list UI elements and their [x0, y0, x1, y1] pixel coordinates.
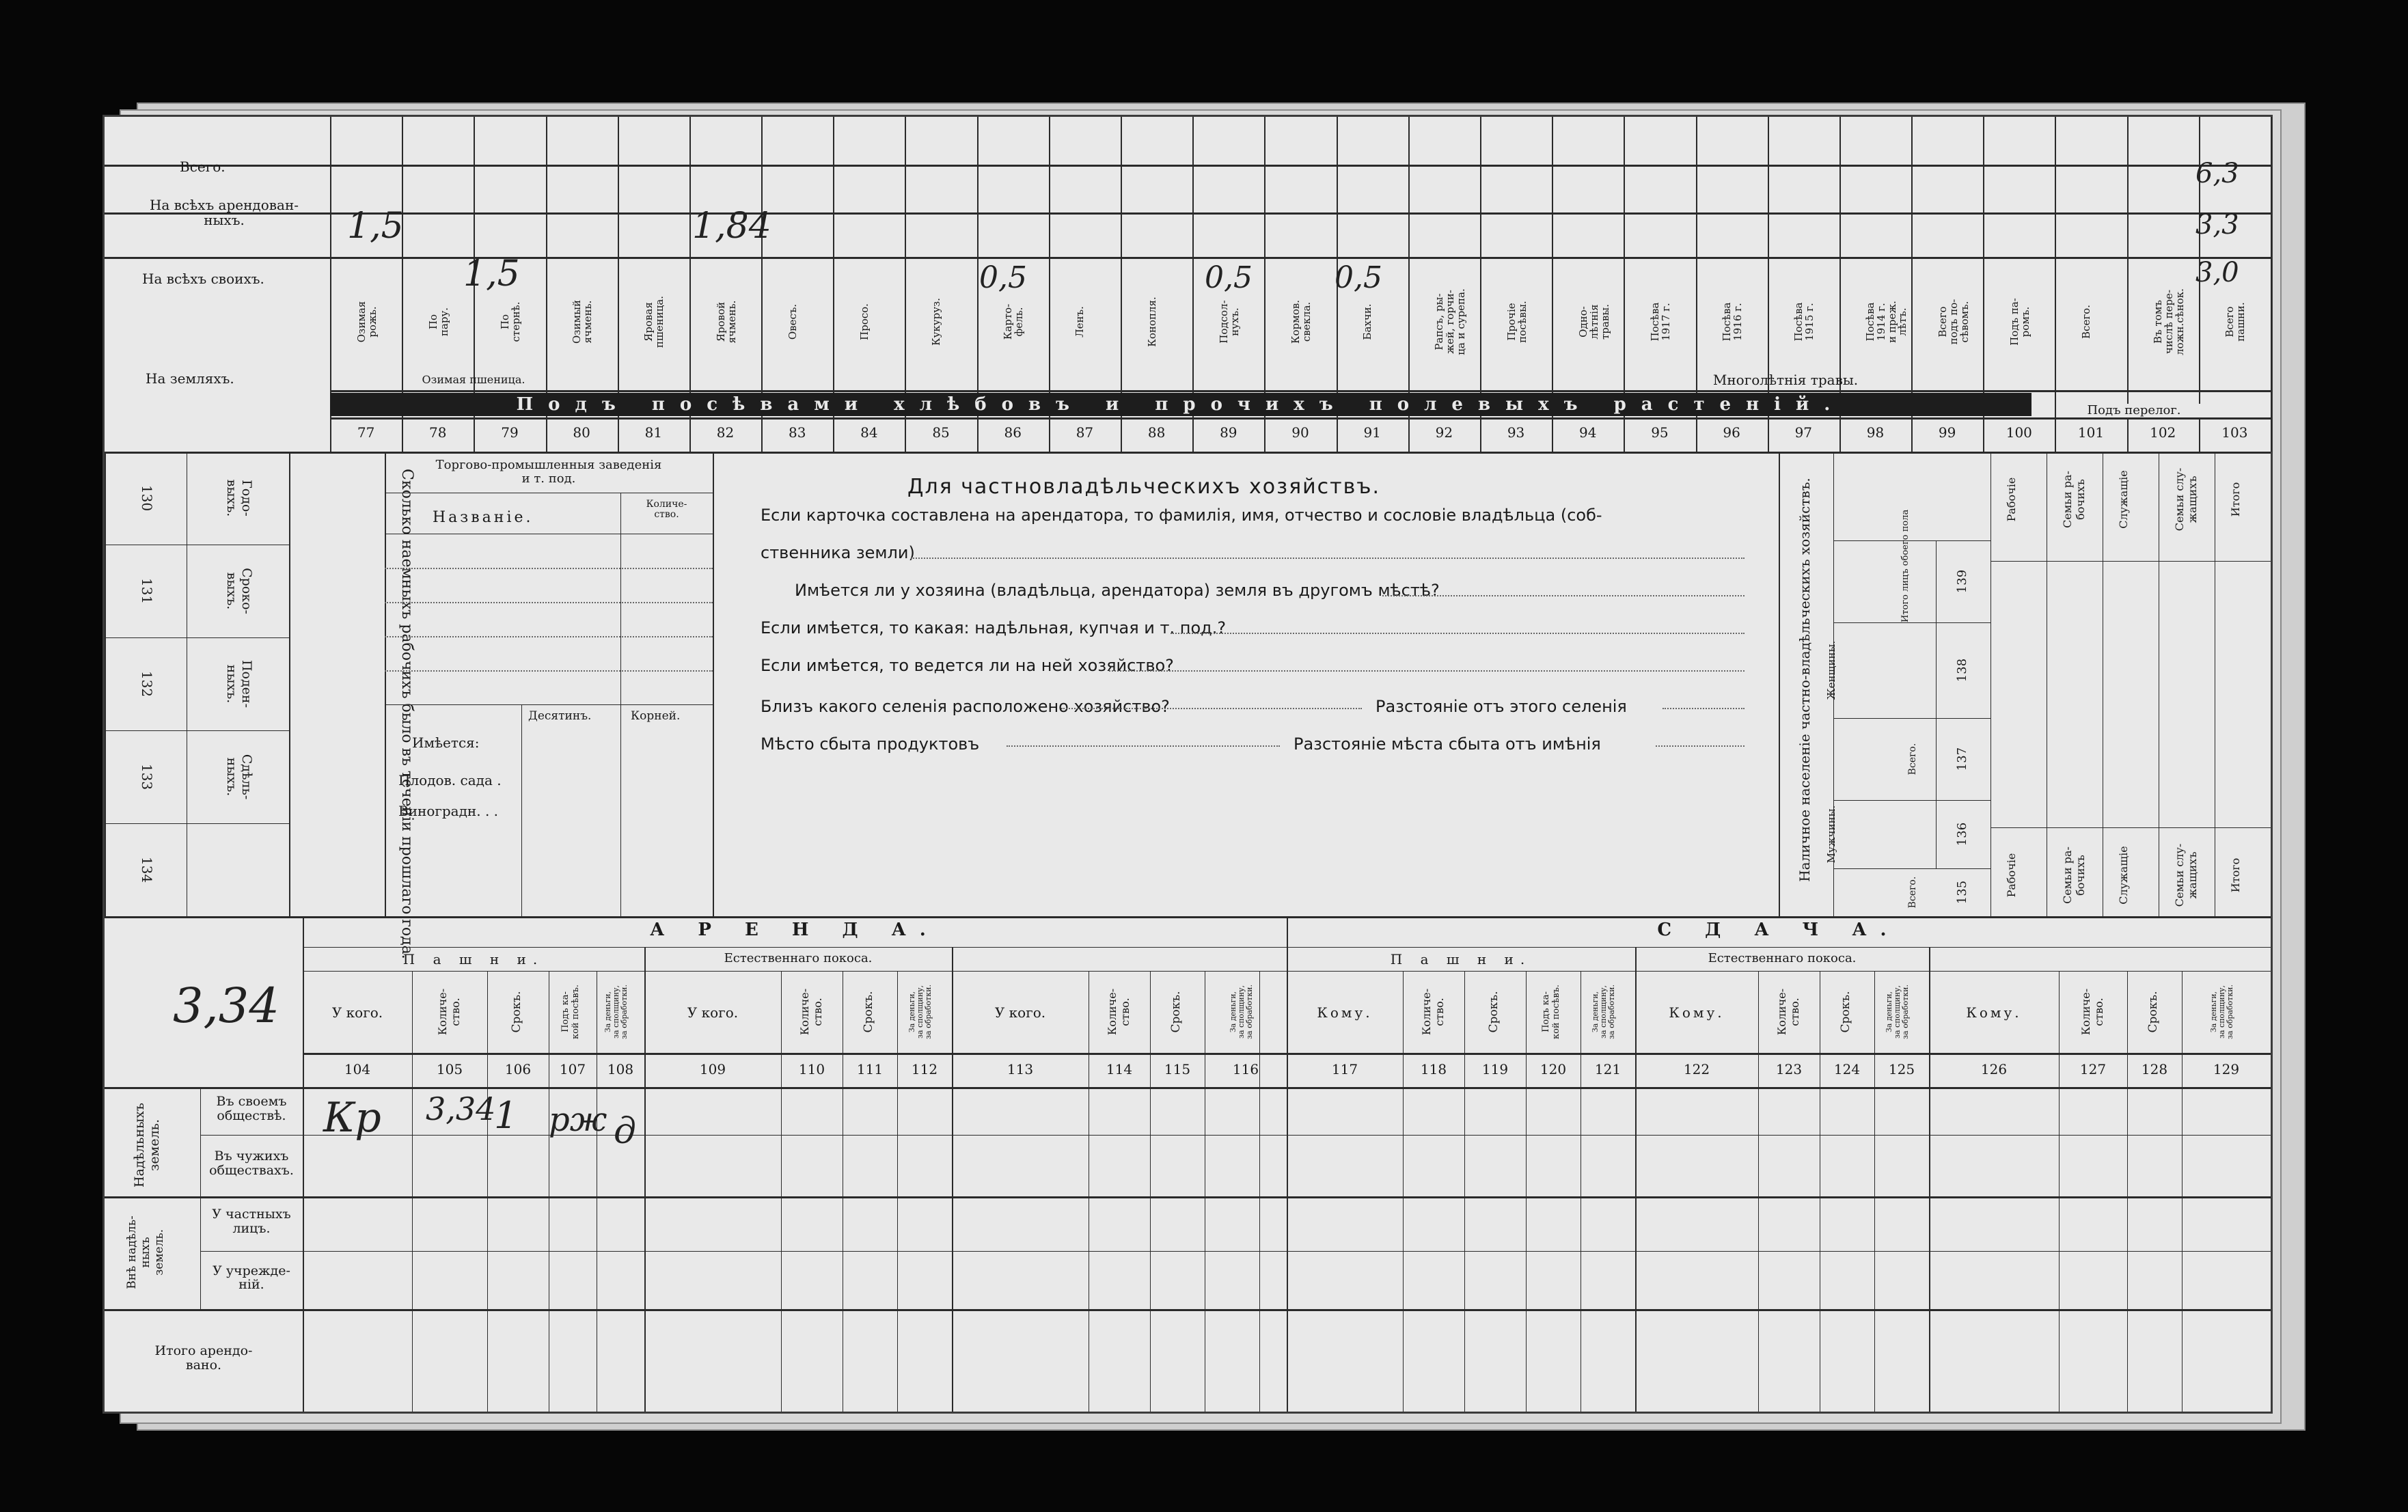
arenda-col-za: За деньги, за сполщину, за обработки.	[1229, 985, 1255, 1039]
arenda-col-number: 119	[1481, 1061, 1509, 1077]
crop-col-number: 103	[2221, 424, 2248, 441]
hw-srok: 1	[494, 1094, 518, 1137]
rule	[1287, 916, 1288, 1412]
crop-header-label: Посѣва 1914 г. и преж. лѣтъ.	[1864, 301, 1909, 343]
rule	[2055, 117, 2056, 452]
crop-col-number: 80	[573, 424, 590, 441]
rule	[412, 971, 413, 1412]
arenda-col-number: 128	[2141, 1061, 2168, 1077]
arenda-col-number: 120	[1540, 1061, 1567, 1077]
rule	[105, 452, 2271, 454]
pop-col-label: Семьи ра- бочихъ	[2061, 847, 2087, 904]
arenda-col-u-kogo: У кого.	[331, 1004, 383, 1021]
crop-col-number: 98	[1866, 424, 1885, 441]
rule	[713, 452, 714, 916]
private-line: Если карточка составлена на арендатора, то фамилiя, имя, отчество и сословiе владѣльца (соб-	[761, 506, 1602, 525]
crop-col-number: 102	[2150, 424, 2176, 441]
arenda-col-number: 117	[1331, 1061, 1358, 1077]
rule	[330, 390, 2271, 392]
crop-header-label: Прочiе посѣвы.	[1505, 301, 1529, 343]
arenda-row-label: Въ чужихъ обществахъ.	[209, 1149, 294, 1178]
arenda-col-srok: Срокъ.	[510, 991, 523, 1033]
crop-header-label: Просо.	[858, 303, 871, 340]
crop-col-number: 88	[1147, 424, 1166, 441]
crop-header-label: Кукуруз.	[930, 298, 943, 346]
arenda-col-number: 104	[344, 1061, 371, 1077]
private-line: Близъ какого селенiя расположено хозяйство?	[761, 697, 1170, 716]
hw-pod: рж	[549, 1101, 607, 1139]
pop-col-label: Итого	[2229, 482, 2242, 517]
hw-r2-86: 0,5	[979, 260, 1027, 295]
crop-header-label: Овесъ.	[786, 303, 799, 340]
trade-title: Торгово-промышленныя заведенiя и т. под.	[435, 458, 662, 486]
rule	[2182, 971, 2183, 1412]
worker-row-label: Сдѣль- ныхъ.	[224, 754, 254, 800]
rule	[303, 1053, 2271, 1055]
crop-col-number: 99	[1938, 424, 1956, 441]
arenda-col-srok: Срокъ.	[862, 991, 875, 1033]
population-label: Наличное населенiе частно-владѣльческихъ хозяйствъ.	[1796, 478, 1813, 882]
rule	[1990, 827, 2271, 828]
hw-r0-103: 6,3	[2195, 158, 2239, 189]
worker-row-num: 130	[139, 484, 155, 512]
arenda-col-komu: Кому.	[1669, 1004, 1725, 1021]
hw-za: д	[614, 1111, 636, 1152]
arenda-col-number: 122	[1683, 1061, 1710, 1077]
arenda-col-number: 110	[798, 1061, 825, 1077]
arenda-row-label: У частныхъ лицъ.	[212, 1207, 291, 1236]
rule	[385, 670, 713, 672]
crop-header-label: Въ томъ числѣ пере- ложн.сѣнок.	[2152, 288, 2186, 355]
arenda-col-srok: Срокъ.	[2146, 991, 2160, 1033]
rule	[487, 971, 488, 1412]
worker-row-label: Поден- ныхъ.	[224, 659, 254, 709]
arenda-col-kol: Количе- ство.	[1106, 988, 1132, 1036]
dotted-line	[911, 558, 1745, 559]
arenda-col-za: За деньги, за сполщину, за обработки.	[603, 985, 629, 1039]
arenda-col-komu: Кому.	[1966, 1004, 2022, 1021]
trade-desyatin: Десятинъ.	[528, 709, 592, 723]
rule	[620, 704, 621, 916]
arenda-col-srok: Срокъ.	[1839, 991, 1852, 1033]
arenda-col-number: 125	[1888, 1061, 1915, 1077]
crops-band: Подъ посѣвами хлѣбовъ и прочихъ полевыхъ растенiй.	[330, 393, 2031, 416]
arenda-col-number: 121	[1594, 1061, 1622, 1077]
row-label-vsego: Всего.	[180, 159, 225, 175]
private-line: Разстоянiе мѣста сбыта отъ имѣнiя	[1294, 734, 1601, 754]
hw-r2-89: 0,5	[1205, 260, 1253, 295]
arenda-col-kol: Количе- ство.	[1775, 988, 1801, 1036]
pop-col-label: Семьи слу- жащихъ	[2173, 843, 2199, 907]
private-line: Мѣсто сбыта продуктовъ	[761, 734, 980, 754]
sdacha-pokosa: Естественнаго покоса.	[1708, 951, 1857, 965]
rule	[385, 568, 713, 569]
crop-header-label: Конопля.	[1145, 297, 1158, 347]
rule	[385, 452, 386, 916]
rule	[1833, 800, 1990, 801]
crop-header-label: Всего пашни.	[2224, 302, 2247, 342]
hw-r1-103: 3,3	[2195, 209, 2239, 240]
pop-col-label: Рабочiе	[2005, 853, 2018, 898]
crop-col-number: 93	[1507, 424, 1525, 441]
worker-row-num: 131	[139, 577, 155, 605]
arenda-col-number: 116	[1232, 1061, 1259, 1077]
crop-col-number: 100	[2006, 424, 2032, 441]
rule	[105, 916, 2271, 918]
rule	[105, 823, 289, 824]
crop-col-number: 89	[1220, 424, 1237, 441]
crop-col-number: 90	[1291, 424, 1309, 441]
pop-cell-label: Всего.	[1907, 743, 1918, 775]
rule	[289, 452, 290, 916]
arenda-col-kol: Количе- ство.	[436, 988, 462, 1036]
rule	[385, 636, 713, 637]
rule	[2127, 117, 2129, 452]
arenda-col-number: 126	[1980, 1061, 2008, 1077]
trade-sad: Плодов. сада .	[398, 772, 502, 788]
dotted-line	[1656, 745, 1745, 747]
crop-col-number: 87	[1076, 424, 1094, 441]
mnogoletnie-label: Многолѣтнiя травы.	[1712, 372, 1859, 388]
arenda-col-pod: Подъ ка- кой посѣвъ.	[1541, 984, 1561, 1040]
rule	[781, 971, 782, 1412]
arenda-col-srok: Срокъ.	[1487, 991, 1501, 1033]
arenda-col-za: За деньги, за сполщину, за обработки.	[907, 985, 933, 1039]
arenda-col-kol: Количе- ство.	[1420, 988, 1446, 1036]
worker-row-num: 134	[139, 856, 155, 883]
hw-r1-77: 1,5	[347, 206, 404, 247]
crop-col-number: 84	[860, 424, 878, 441]
rule	[2059, 971, 2060, 1412]
rule	[1990, 452, 1991, 916]
pop-row-num: 136	[1955, 822, 1969, 847]
crop-col-number: 83	[788, 424, 806, 441]
dotted-line	[1171, 633, 1745, 634]
rule	[1874, 971, 1875, 1412]
crop-col-number: 82	[716, 424, 735, 441]
rule	[1758, 971, 1759, 1412]
crop-header-label: Посѣва 1917 г.	[1648, 302, 1672, 342]
rule	[1936, 540, 1937, 868]
arenda-col-srok: Срокъ.	[1169, 991, 1183, 1033]
arenda-row-label: Итого арендо- вано.	[154, 1343, 253, 1373]
crop-header-label: Подъ па- ромъ.	[2008, 298, 2031, 346]
crop-col-number: 97	[1794, 424, 1813, 441]
worker-row-label: Сроко- выхъ.	[224, 568, 254, 614]
arenda-pokosa: Естественнаго покоса.	[724, 951, 873, 965]
private-line: ственника земли)	[761, 543, 915, 562]
arenda-col-number: 114	[1106, 1061, 1133, 1077]
crop-header-label: Яровая пшеница.	[642, 295, 666, 348]
rule	[1833, 622, 1990, 623]
workers-label: Сколько наемныхъ рабочихъ было въ теченiи прошлаго года.	[398, 469, 415, 959]
rule	[105, 1309, 2271, 1311]
rule	[1833, 718, 1990, 719]
worker-row-label: Годо- выхъ.	[224, 479, 254, 517]
census-card	[102, 115, 2273, 1414]
crop-header-label: Всего.	[2080, 305, 2093, 339]
crop-header-label: Одно- лѣтнiя травы.	[1576, 304, 1611, 340]
hw-kol: 3,34	[426, 1090, 496, 1127]
crop-header-label: Подсол- нухъ.	[1217, 300, 1241, 344]
pop-cell-label: Итого лицъ обоего пола	[1900, 509, 1911, 622]
crop-header-label: По стернѣ.	[498, 301, 522, 342]
arenda-group-label: Надѣльныхъ земель.	[132, 1102, 162, 1188]
arenda-col-komu: Кому.	[1317, 1004, 1373, 1021]
crop-col-number: 77	[357, 424, 375, 441]
rule	[330, 417, 2271, 420]
rule	[1150, 971, 1151, 1412]
hw-arenda-total: 3,34	[173, 978, 279, 1034]
crop-col-number: 86	[1004, 424, 1022, 441]
arenda-col-number: 123	[1775, 1061, 1803, 1077]
pop-col-label: Служащiе	[2117, 470, 2130, 529]
arenda-col-number: 111	[856, 1061, 884, 1077]
crop-header-label: Бахчи.	[1361, 303, 1374, 340]
rule	[303, 947, 2271, 948]
row-label-arend: На всѣхъ арендован- ныхъ.	[149, 197, 299, 228]
dotted-line	[1382, 595, 1745, 596]
arenda-pashni: П а ш н и.	[402, 951, 545, 967]
arenda-row-label: Въ своемъ обществѣ.	[216, 1094, 287, 1123]
ozimaya-label: Озимая пшеница.	[422, 373, 525, 386]
trade-korney: Корней.	[631, 709, 681, 723]
dotted-line	[1061, 708, 1362, 709]
pop-row-num: 138	[1955, 658, 1969, 683]
rule	[385, 602, 713, 603]
pod-perelog-label: Подъ перелог.	[2066, 404, 2202, 417]
arenda-col-number: 129	[2213, 1061, 2240, 1077]
pop-col-label: Итого	[2229, 857, 2242, 893]
rule	[1403, 971, 1404, 1412]
rule	[303, 916, 304, 1412]
rule	[200, 1251, 2271, 1252]
arenda-col-number: 107	[559, 1061, 586, 1077]
arenda-col-kol: Количе- ство.	[2079, 988, 2105, 1036]
rule	[1779, 452, 1780, 916]
arenda-col-number: 108	[607, 1061, 634, 1077]
pop-cell-label: Женщины.	[1825, 640, 1837, 700]
rule	[105, 730, 289, 731]
arenda-col-number: 115	[1164, 1061, 1191, 1077]
arenda-col-za: За деньги, за сполщину, за обработки.	[1591, 985, 1617, 1039]
pop-col-label: Семьи слу- жащихъ	[2173, 467, 2199, 532]
arenda-col-za: За деньги, за сполщину, за обработки.	[2209, 985, 2235, 1039]
pop-cell-label: Всего.	[1907, 876, 1918, 909]
hw-r2-79: 1,5	[463, 253, 520, 294]
arenda-col-u-kogo: У кого.	[994, 1004, 1046, 1021]
rule	[2127, 971, 2128, 1412]
arenda-col-za: За деньги, за сполщину, за обработки.	[1885, 985, 1911, 1039]
rule	[105, 637, 289, 638]
rule	[1990, 561, 2271, 562]
rule	[2271, 117, 2272, 452]
crop-col-number: 94	[1579, 424, 1597, 441]
arenda-col-number: 127	[2079, 1061, 2107, 1077]
crop-header-label: Рапсъ, ры- жей, горчи- ца и сурепа.	[1433, 288, 1467, 355]
rule	[385, 704, 713, 705]
pop-col-label: Семьи ра- бочихъ	[2061, 471, 2087, 528]
crop-header-label: Яровой ячмень.	[714, 300, 738, 344]
arenda-col-number: 118	[1420, 1061, 1447, 1077]
worker-row-num: 132	[139, 670, 155, 698]
hw-u-kogo: Кр	[323, 1094, 381, 1142]
pop-col-label: Служащiе	[2117, 846, 2130, 905]
arenda-row-label: У учрежде- нiй.	[213, 1263, 290, 1293]
pop-row-num: 137	[1955, 747, 1969, 771]
arenda-col-pod: Подъ ка- кой посѣвъ.	[560, 984, 581, 1040]
rule	[105, 165, 2271, 167]
worker-row-num: 133	[139, 763, 155, 791]
arenda-col-u-kogo: У кого.	[687, 1004, 739, 1021]
arenda-col-kol: Количе- ство.	[798, 988, 824, 1036]
crop-header-label: Посѣва 1916 г.	[1721, 302, 1744, 342]
arenda-col-number: 105	[436, 1061, 463, 1077]
trade-qty-col: Количе- ство.	[646, 499, 687, 521]
arenda-col-number: 124	[1833, 1061, 1861, 1077]
pop-cell-label: Мужчины.	[1825, 805, 1837, 864]
crop-header-label: Кормов. свекла.	[1289, 299, 1313, 344]
crop-header-label: Озимая рожь.	[355, 301, 379, 343]
hw-r2-91: 0,5	[1335, 260, 1382, 295]
arenda-col-number: 112	[911, 1061, 938, 1077]
crop-header-label: Всего подъ по- сѣвомъ.	[1936, 299, 1971, 345]
private-line: Если имѣется, то какая: надѣльная, купчая и т. под.?	[761, 618, 1227, 637]
rule	[1526, 971, 1527, 1412]
crop-col-number: 91	[1363, 424, 1381, 441]
crop-col-number: 92	[1435, 424, 1453, 441]
hw-r1-82: 1,84	[692, 206, 771, 247]
private-line: Имѣется ли у хозяина (владѣльца, арендатора) земля въ другомъ мѣстѣ?	[795, 581, 1440, 600]
arenda-group-label: Внѣ надѣль- ныхъ земель.	[125, 1215, 166, 1289]
row-label-svoih: На всѣхъ своихъ.	[142, 271, 264, 287]
private-title: Для частновладѣльческихъ хозяйствъ.	[907, 475, 1381, 499]
rule	[303, 971, 2271, 972]
crop-header-label: Карто- фель.	[1002, 303, 1025, 340]
hw-r2-103: 3,0	[2195, 257, 2239, 288]
crop-col-number: 96	[1723, 424, 1740, 441]
private-line: Если имѣется, то ведется ли на ней хозяйство?	[761, 656, 1174, 675]
rule	[105, 1196, 2271, 1198]
trade-name-col: Названiе.	[433, 509, 534, 526]
crop-col-number: 101	[2077, 424, 2105, 441]
trade-vinograd: Виноградн. . .	[398, 803, 499, 819]
arenda-title: А Р Е Н Д А.	[650, 920, 940, 940]
rule	[105, 1087, 2271, 1089]
rule	[105, 257, 2271, 259]
arenda-col-number: 113	[1007, 1061, 1034, 1077]
crop-header-label: Ленъ.	[1073, 306, 1086, 338]
rule	[105, 452, 106, 916]
sdacha-pashni: П а ш н и.	[1390, 951, 1532, 967]
rule	[897, 971, 898, 1412]
dotted-line	[1663, 708, 1745, 709]
crop-header-label: По пару.	[426, 307, 450, 337]
crop-header-label: Посѣва 1915 г.	[1792, 302, 1816, 342]
crop-col-number: 81	[644, 424, 663, 441]
crop-col-number: 79	[501, 424, 519, 441]
pop-row-num: 135	[1955, 880, 1969, 905]
rule	[105, 212, 2271, 215]
rule	[521, 704, 522, 916]
rule	[1464, 971, 1465, 1412]
pop-row-num: 139	[1955, 569, 1969, 594]
dotted-line	[1007, 745, 1280, 747]
crop-col-number: 95	[1651, 424, 1669, 441]
row-label-zemlyah: На земляхъ.	[146, 370, 234, 387]
private-line: Разстоянiе отъ этого селенiя	[1376, 697, 1627, 716]
trade-imeetsya: Имѣется:	[412, 734, 480, 751]
sdacha-title: С Д А Ч А.	[1657, 920, 1900, 940]
crop-col-number: 85	[932, 424, 950, 441]
dotted-line	[1109, 670, 1745, 672]
arenda-col-number: 109	[699, 1061, 726, 1077]
crop-header-label: Озимый ячмень.	[571, 299, 594, 344]
arenda-col-number: 106	[504, 1061, 532, 1077]
crop-col-number: 78	[429, 424, 447, 441]
pop-col-label: Рабочiе	[2005, 477, 2018, 522]
